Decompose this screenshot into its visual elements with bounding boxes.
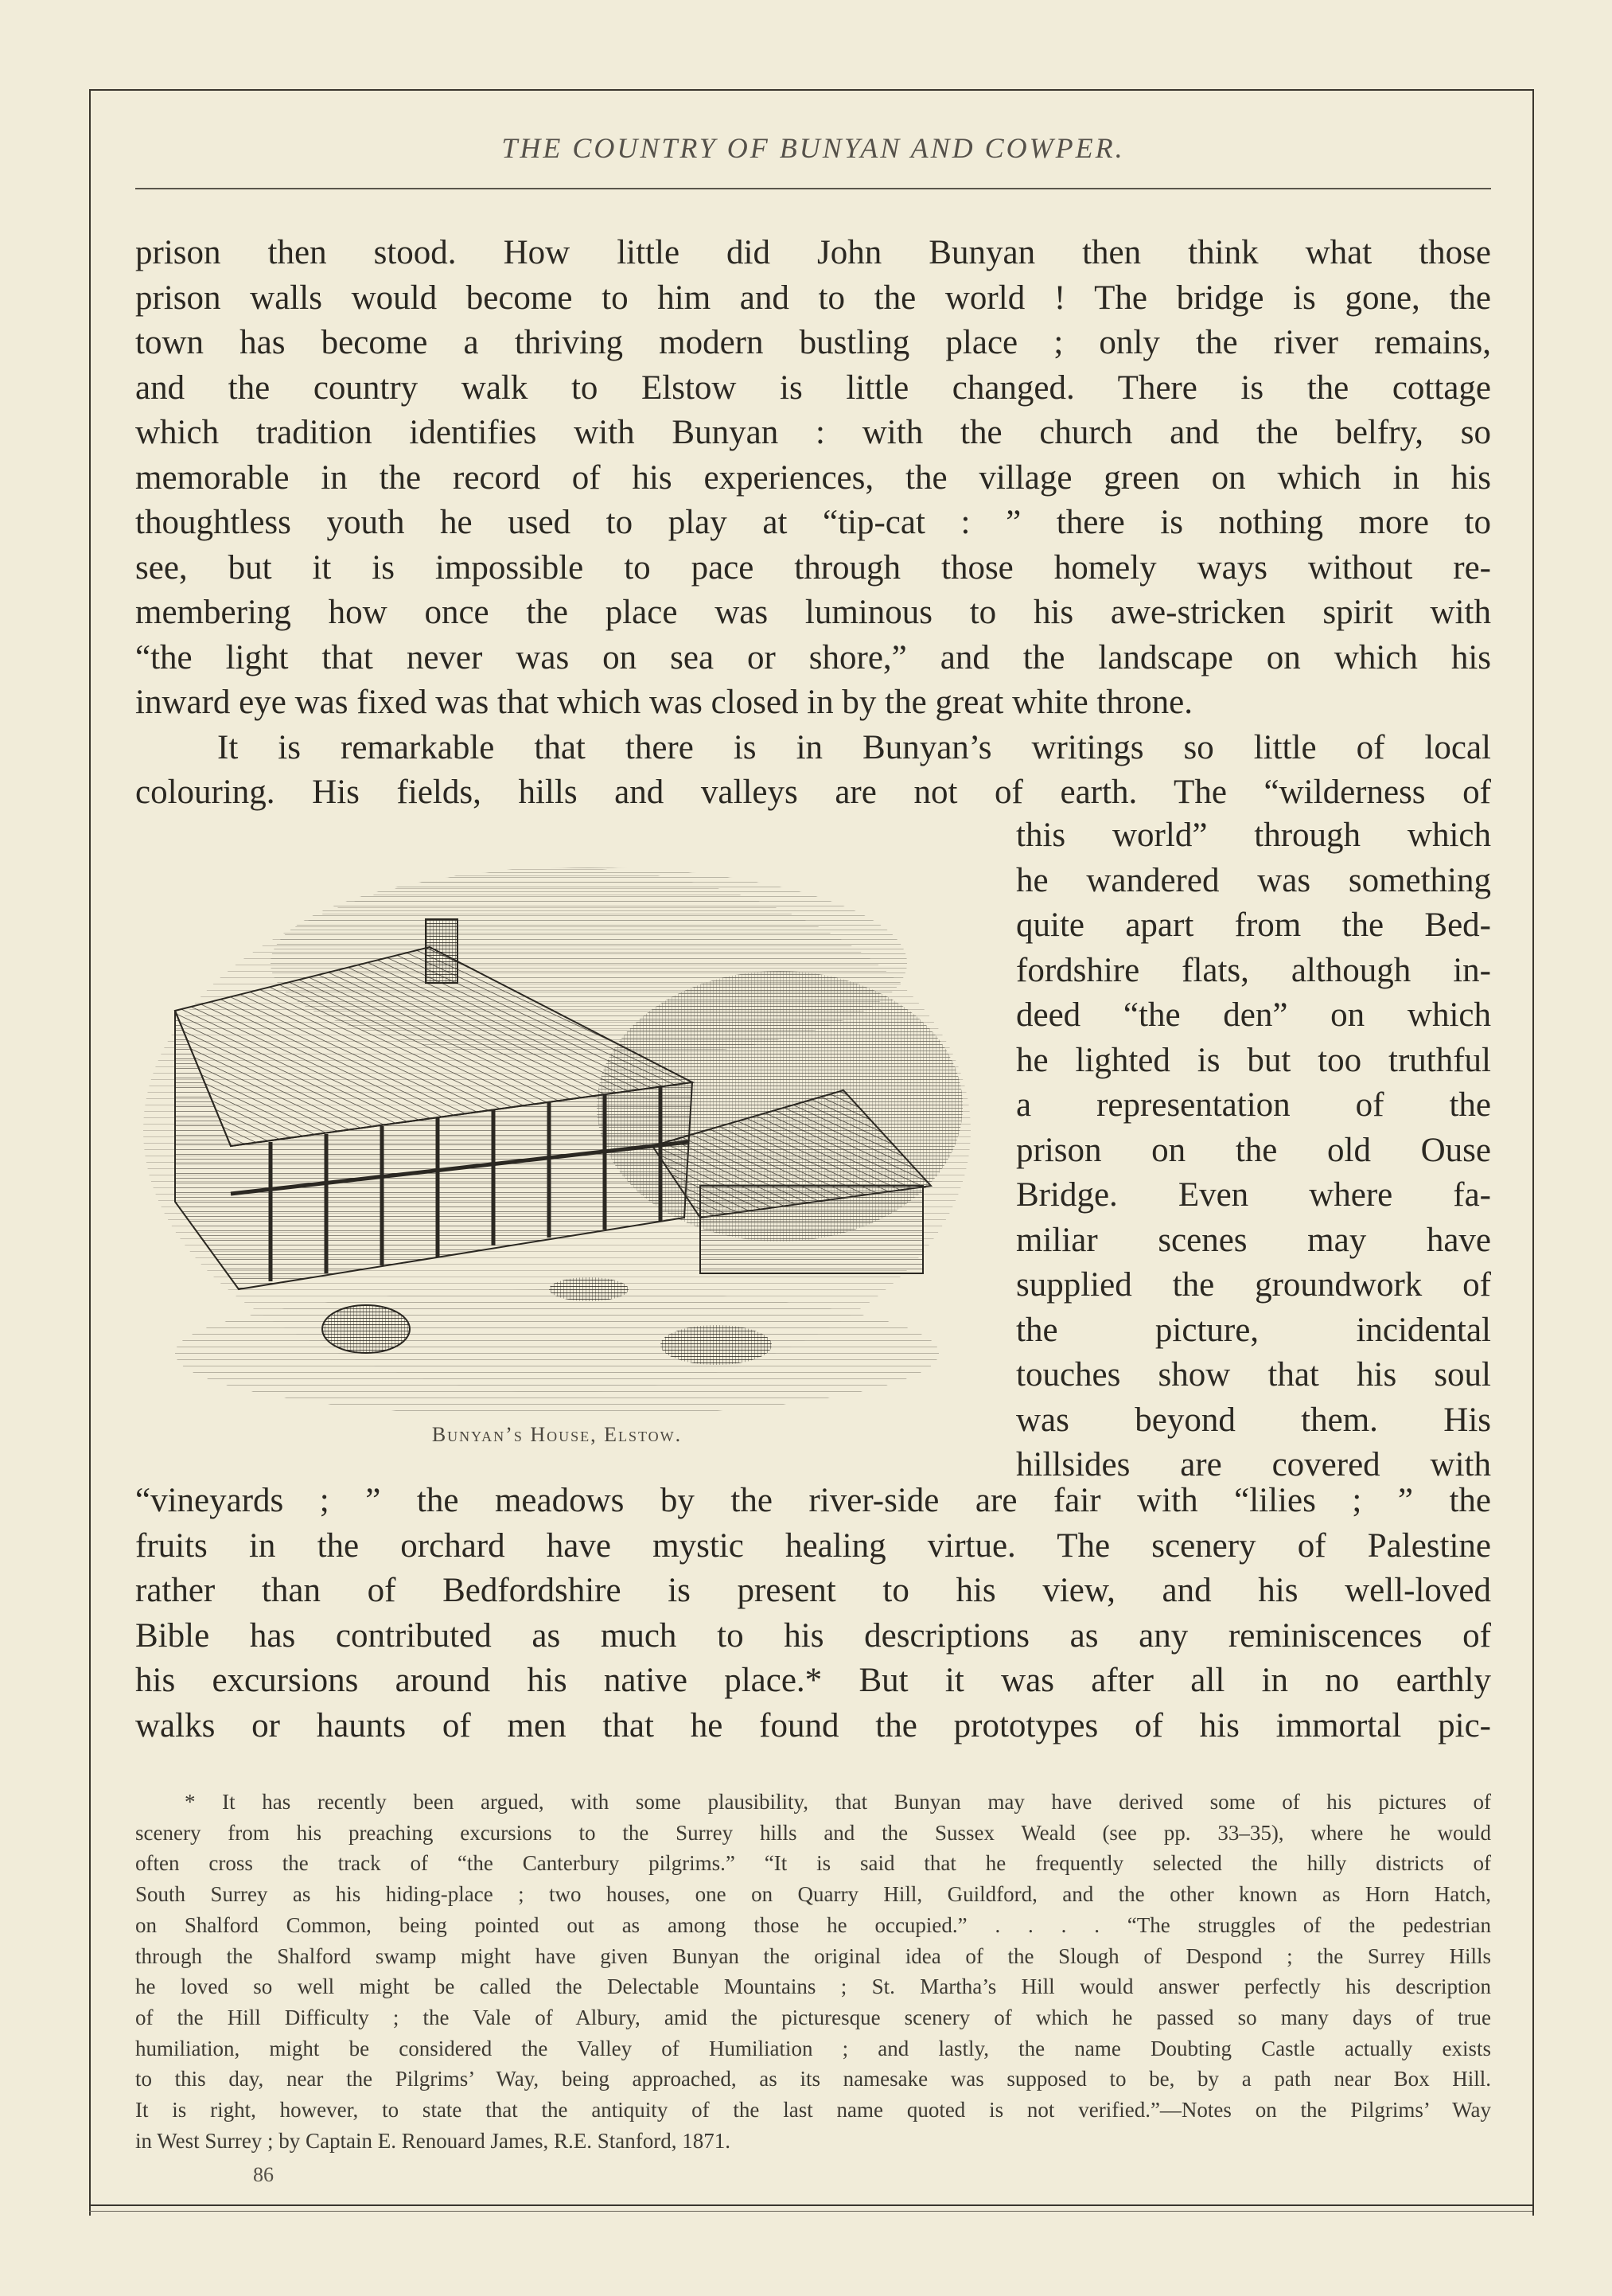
footnote-lines-line: humiliation, might be considered the Valley of Humiliation ; and lastly, the name Doubting Castle actually exists bbox=[135, 2036, 1491, 2060]
footnote-lines-line: South Surrey as his hiding-place ; two houses, one on Quarry Hill, Guildford, and the other known as Horn Hatch, bbox=[135, 1882, 1491, 1907]
paragraph2-wrap-lines-line: the picture, incidental bbox=[1016, 1311, 1491, 1349]
paragraph-2-wrap-column bbox=[1016, 813, 1491, 1488]
paragraph2-wrap-lines-line: a representation of the bbox=[1016, 1086, 1491, 1124]
bunyans-house-engraving bbox=[143, 844, 971, 1417]
paragraph1-lines-line: and the country walk to Elstow is little changed. There is the cottage bbox=[135, 368, 1491, 407]
paragraph1-lines-line: membering how once the place was luminous to his awe-stricken spirit with bbox=[135, 594, 1491, 631]
paragraph2-wrap-lines-line: he wandered was something bbox=[1016, 861, 1491, 899]
paragraph2-wrap-lines-line: he lighted is but too truthful bbox=[1016, 1041, 1491, 1079]
paragraph2-wrap-lines-line: hillsides are covered with bbox=[1016, 1446, 1491, 1483]
page-number: 86 bbox=[253, 2163, 274, 2186]
paragraph1-lines-line: “the light that never was on sea or shore,” and the landscape on which his bbox=[135, 638, 1491, 676]
paragraph1-lines-line: prison walls would become to him and to the world ! The bridge is gone, the bbox=[135, 279, 1491, 317]
paragraph1-lines-line: which tradition identifies with Bunyan : with the church and the belfry, so bbox=[135, 414, 1491, 451]
paragraph-1 bbox=[135, 231, 1491, 816]
paragraph2-bottom-lines-line: his excursions around his native place.* But it was after all in no earthly bbox=[135, 1662, 1491, 1699]
paragraph2-wrap-lines-line: Bridge. Even where fa- bbox=[1016, 1176, 1491, 1214]
paragraph1-lines-line: see, but it is impossible to pace through those homely ways without re- bbox=[135, 548, 1491, 587]
header-rule bbox=[135, 188, 1491, 189]
footnote-lines-line: scenery from his preaching excursions to the Surrey hills and the Sussex Weald (see pp. 33–35), where he would bbox=[135, 1820, 1491, 1845]
footnote-lines-line: * It has recently been argued, with some plausibility, that Bunyan may have derived some of his pictures of bbox=[185, 1790, 1491, 1814]
paragraph-1-lines bbox=[135, 231, 1491, 726]
paragraph2-wrap-lines-line: supplied the groundwork of bbox=[1016, 1266, 1491, 1304]
bottom-rule-thin bbox=[89, 2211, 1532, 2212]
paragraph1-lines-line: thoughtless youth he used to play at “tip-cat : ” there is nothing more to bbox=[135, 504, 1491, 541]
paragraph2-wrap-lines-line: quite apart from the Bed- bbox=[1016, 906, 1491, 944]
paragraph2-wrap-lines-line: fordshire flats, although in- bbox=[1016, 951, 1491, 989]
paragraph2-top-lines-line: colouring. His fields, hills and valleys are not of earth. The “wilderness of bbox=[135, 774, 1491, 811]
footnote-lines-line: It is right, however, to state that the antiquity of the last name quoted is not verified.”—Notes on the Pilgrims’ Way bbox=[135, 2098, 1491, 2123]
basket bbox=[322, 1305, 410, 1353]
footnote-lines-line: he loved so well might be called the Delectable Mountains ; St. Martha’s Hill would answer perfectly his description bbox=[135, 1974, 1491, 1999]
paragraph2-wrap-lines-line: deed “the den” on which bbox=[1016, 996, 1491, 1034]
paragraph2-wrap-lines-line: miliar scenes may have bbox=[1016, 1221, 1491, 1259]
footnote-lines-line: through the Shalford swamp might have given Bunyan the original idea of the Slough of Despond ; the Surrey Hills bbox=[135, 1943, 1491, 1968]
footnote-lines-line: often cross the track of “the Canterbury pilgrims.” “It is said that he frequently selected the hilly districts of bbox=[135, 1851, 1491, 1876]
paragraph1-lines-line: inward eye was fixed was that which was closed in by the great white throne. bbox=[135, 684, 1193, 721]
footnote-lines-line: on Shalford Common, being pointed out as among those he occupied.” . . . . “The struggles of the pedestrian bbox=[135, 1912, 1491, 1937]
paragraph2-bottom-lines-line: rather than of Bedfordshire is present to his view, and his well-loved bbox=[135, 1572, 1491, 1609]
footnote-lines-line: of the Hill Difficulty ; the Vale of Albury, amid the picturesque scenery of which he passed so many days of true bbox=[135, 2005, 1491, 2029]
paragraph2-wrap-lines-line: this world” through which bbox=[1016, 817, 1491, 854]
paragraph2-bottom-lines-line: walks or haunts of men that he found the prototypes of his immortal pic- bbox=[135, 1706, 1491, 1744]
paragraph1-lines-line: prison then stood. How little did John Bunyan then think what those bbox=[135, 234, 1491, 271]
running-title: THE COUNTRY OF BUNYAN AND COWPER. bbox=[501, 132, 1125, 164]
paragraph2-bottom-lines-line: “vineyards ; ” the meadows by the river-side are fair with “lilies ; ” the bbox=[135, 1482, 1491, 1519]
footnote-lines-line: to this day, near the Pilgrims’ Way, being approached, as its namesake was supposed to be, by a path near Box Hill. bbox=[135, 2067, 1491, 2091]
figure-caption: Bunyan’s House, Elstow. bbox=[431, 1423, 683, 1446]
paragraph2-wrap-lines-line: was beyond them. His bbox=[1016, 1401, 1491, 1439]
paragraph-2-bottom bbox=[135, 1479, 1491, 1748]
paragraph1-lines-line: town has become a thriving modern bustling place ; only the river remains, bbox=[135, 324, 1491, 361]
outbuilding-wall bbox=[700, 1186, 923, 1273]
stones bbox=[660, 1325, 772, 1365]
paragraph-2-top-lines bbox=[135, 726, 1491, 816]
paragraph2-wrap-lines-line: prison on the old Ouse bbox=[1016, 1131, 1491, 1169]
bottom-rule bbox=[89, 2204, 1532, 2206]
paragraph2-bottom-lines-line: Bible has contributed as much to his descriptions as any reminiscences of bbox=[135, 1616, 1491, 1655]
footnote-lines-line: in West Surrey ; by Captain E. Renouard James, R.E. Stanford, 1871. bbox=[135, 2128, 730, 2153]
paragraph2-top-lines-line: It is remarkable that there is in Bunyan’s writings so little of local bbox=[217, 728, 1491, 766]
paragraph2-bottom-lines-line: fruits in the orchard have mystic healing virtue. The scenery of Palestine bbox=[135, 1526, 1491, 1565]
paragraph2-wrap-lines-line: touches show that his soul bbox=[1016, 1356, 1491, 1394]
stones-2 bbox=[549, 1277, 629, 1301]
footnote bbox=[135, 1787, 1491, 2156]
chimney bbox=[426, 919, 458, 983]
paragraph1-lines-line: memorable in the record of his experiences, the village green on which in his bbox=[135, 458, 1491, 497]
ground bbox=[175, 1289, 939, 1417]
